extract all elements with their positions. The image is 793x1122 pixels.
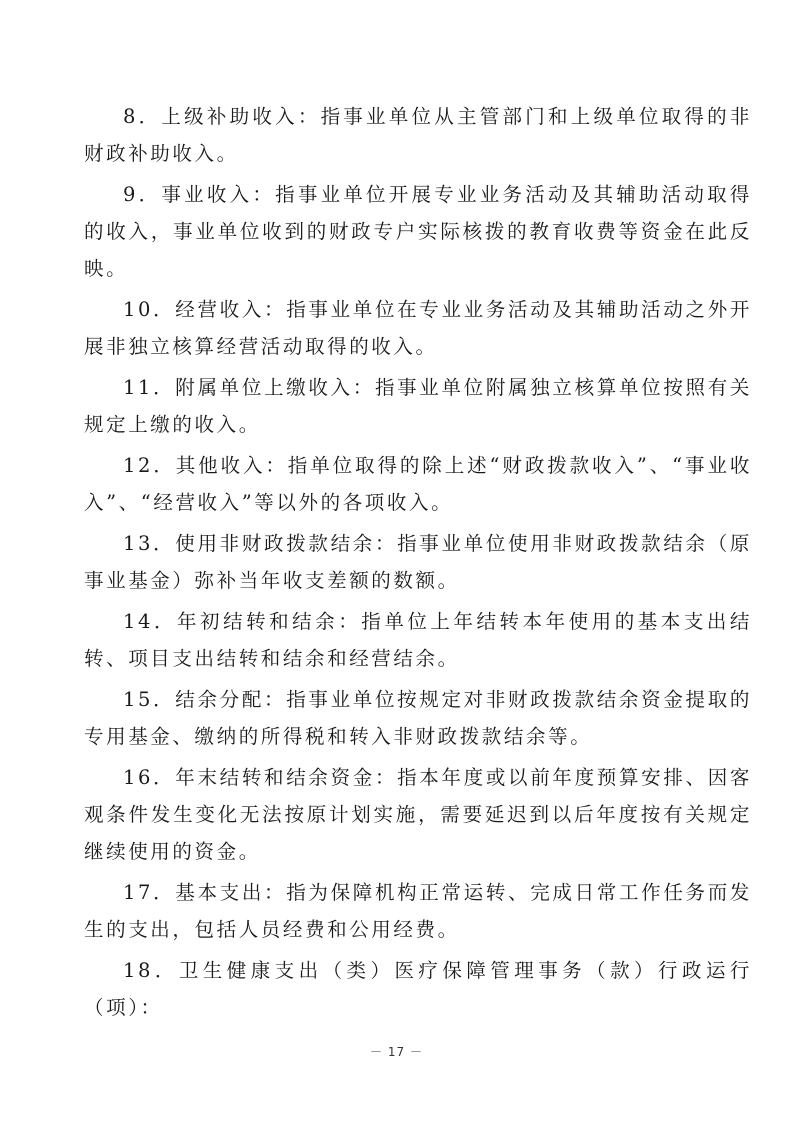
paragraph-8: 8．上级补助收入：指事业单位从主管部门和上级单位取得的非财政补助收入。 xyxy=(84,105,752,165)
page-number: － 17 － xyxy=(370,1045,423,1059)
paragraph-12: 12．其他收入：指单位取得的除上述“财政拨款收入”、“事业收入”、“经营收入”等以外的各项收入。 xyxy=(84,454,752,514)
paragraph-14: 14．年初结转和结余：指单位上年结转本年使用的基本支出结转、项目支出结转和结余和经营结余。 xyxy=(84,610,752,670)
paragraph-9: 9．事业收入：指事业单位开展专业业务活动及其辅助活动取得的收入，事业单位收到的财政专户实际核拨的教育收费等资金在此反映。 xyxy=(84,183,752,280)
paragraph-13: 13．使用非财政拨款结余：指事业单位使用非财政拨款结余（原事业基金）弥补当年收支差额的数额。 xyxy=(84,532,752,592)
paragraph-15: 15．结余分配：指事业单位按规定对非财政拨款结余资金提取的专用基金、缴纳的所得税和转入非财政拨款结余等。 xyxy=(84,688,752,748)
paragraph-18: 18．卫生健康支出（类）医疗保障管理事务（款）行政运行（项）： xyxy=(84,959,752,1019)
paragraph-17: 17．基本支出：指为保障机构正常运转、完成日常工作任务而发生的支出，包括人员经费和公用经费。 xyxy=(84,881,752,941)
paragraph-10: 10．经营收入：指事业单位在专业业务活动及其辅助活动之外开展非独立核算经营活动取得的收入。 xyxy=(84,298,752,358)
document-body xyxy=(84,98,752,1030)
paragraph-11: 11．附属单位上缴收入：指事业单位附属独立核算单位按照有关规定上缴的收入。 xyxy=(84,376,752,436)
paragraph-16: 16．年末结转和结余资金：指本年度或以前年度预算安排、因客观条件发生变化无法按原计划实施，需要延迟到以后年度按有关规定继续使用的资金。 xyxy=(84,766,752,863)
